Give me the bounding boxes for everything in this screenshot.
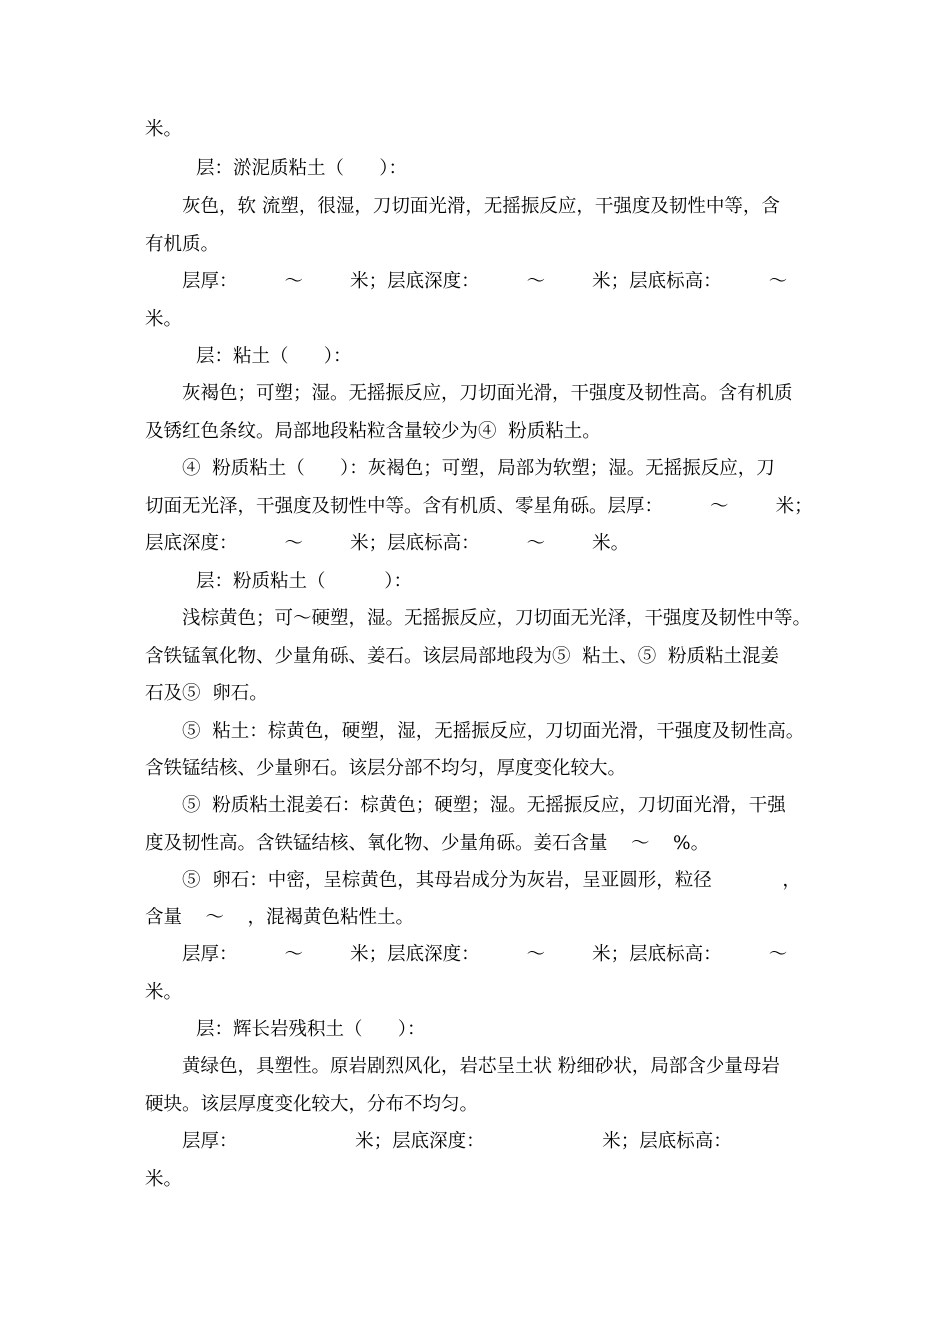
text-line: 灰褐色；可塑；湿。无摇振反应，刀切面光滑，干强度及韧性高。含有机质 bbox=[182, 383, 793, 404]
layer-heading: 层：淤泥质粘土（ ）： bbox=[196, 158, 408, 179]
text-line: 浅棕黄色；可～硬塑，湿。无摇振反应，刀切面无光泽，干强度及韧性中等。 bbox=[182, 608, 812, 629]
text-line: 及锈红色条纹。局部地段粘粒含量较少为④ 粉质粘土。 bbox=[145, 421, 601, 442]
text-line: 含量 ～ ，混褐黄色粘性土。 bbox=[145, 907, 415, 928]
text-line: 层底深度： ～ 米；层底标高： ～ 米。 bbox=[145, 533, 630, 554]
layer-heading: 层：粉质粘土（ ）： bbox=[196, 571, 413, 592]
text-line: 含铁锰氧化物、少量角砾、姜石。该层局部地段为⑤ 粘土、⑤ 粉质粘土混姜 bbox=[145, 646, 780, 667]
text-line: ⑤ 粘土：棕黄色，硬塑，湿，无摇振反应，刀切面光滑，干强度及韧性高。 bbox=[182, 721, 805, 742]
text-line: ⑤ 粉质粘土混姜石：棕黄色；硬塑；湿。无摇振反应，刀切面光滑，干强 bbox=[182, 795, 786, 816]
text-line: ⑤ 卵石：中密，呈棕黄色，其母岩成分为灰岩，呈亚圆形，粒径 ， bbox=[182, 870, 801, 891]
text-line: 层厚： 米；层底深度： 米；层底标高： bbox=[182, 1131, 732, 1152]
layer-heading: 层：粘土（ ）： bbox=[196, 346, 352, 367]
text-line: 米。 bbox=[145, 119, 183, 140]
text-line: 层厚： ～ 米；层底深度： ～ 米；层底标高： ～ bbox=[182, 271, 788, 292]
layer-heading: 层：辉长岩残积土（ ）： bbox=[196, 1019, 426, 1040]
text-line: ④ 粉质粘土（ ）：灰褐色；可塑，局部为软塑；湿。无摇振反应，刀 bbox=[182, 458, 775, 479]
text-line: 层厚： ～ 米；层底深度： ～ 米；层底标高： ～ bbox=[182, 944, 788, 965]
text-line: 灰色，软 流塑，很湿，刀切面光滑，无摇振反应，干强度及韧性中等，含 bbox=[182, 196, 780, 217]
text-line: 米。 bbox=[145, 309, 183, 330]
text-line: 切面无光泽，干强度及韧性中等。含有机质、零星角砾。层厚： ～ 米； bbox=[145, 496, 813, 517]
text-line: 米。 bbox=[145, 982, 183, 1003]
text-line: 石及⑤ 卵石。 bbox=[145, 683, 268, 704]
text-line: 米。 bbox=[145, 1169, 183, 1190]
text-line: 有机质。 bbox=[145, 234, 220, 255]
text-line: 硬块。该层厚度变化较大，分布不均匀。 bbox=[145, 1094, 479, 1115]
text-line: 黄绿色，具塑性。原岩剧烈风化，岩芯呈土状 粉细砂状，局部含少量母岩 bbox=[182, 1056, 780, 1077]
text-line: 含铁锰结核、少量卵石。该层分部不均匀，厚度变化较大。 bbox=[145, 758, 627, 779]
text-line: 度及韧性高。含铁锰结核、氧化物、少量角砾。姜石含量 ～ %。 bbox=[145, 833, 710, 854]
